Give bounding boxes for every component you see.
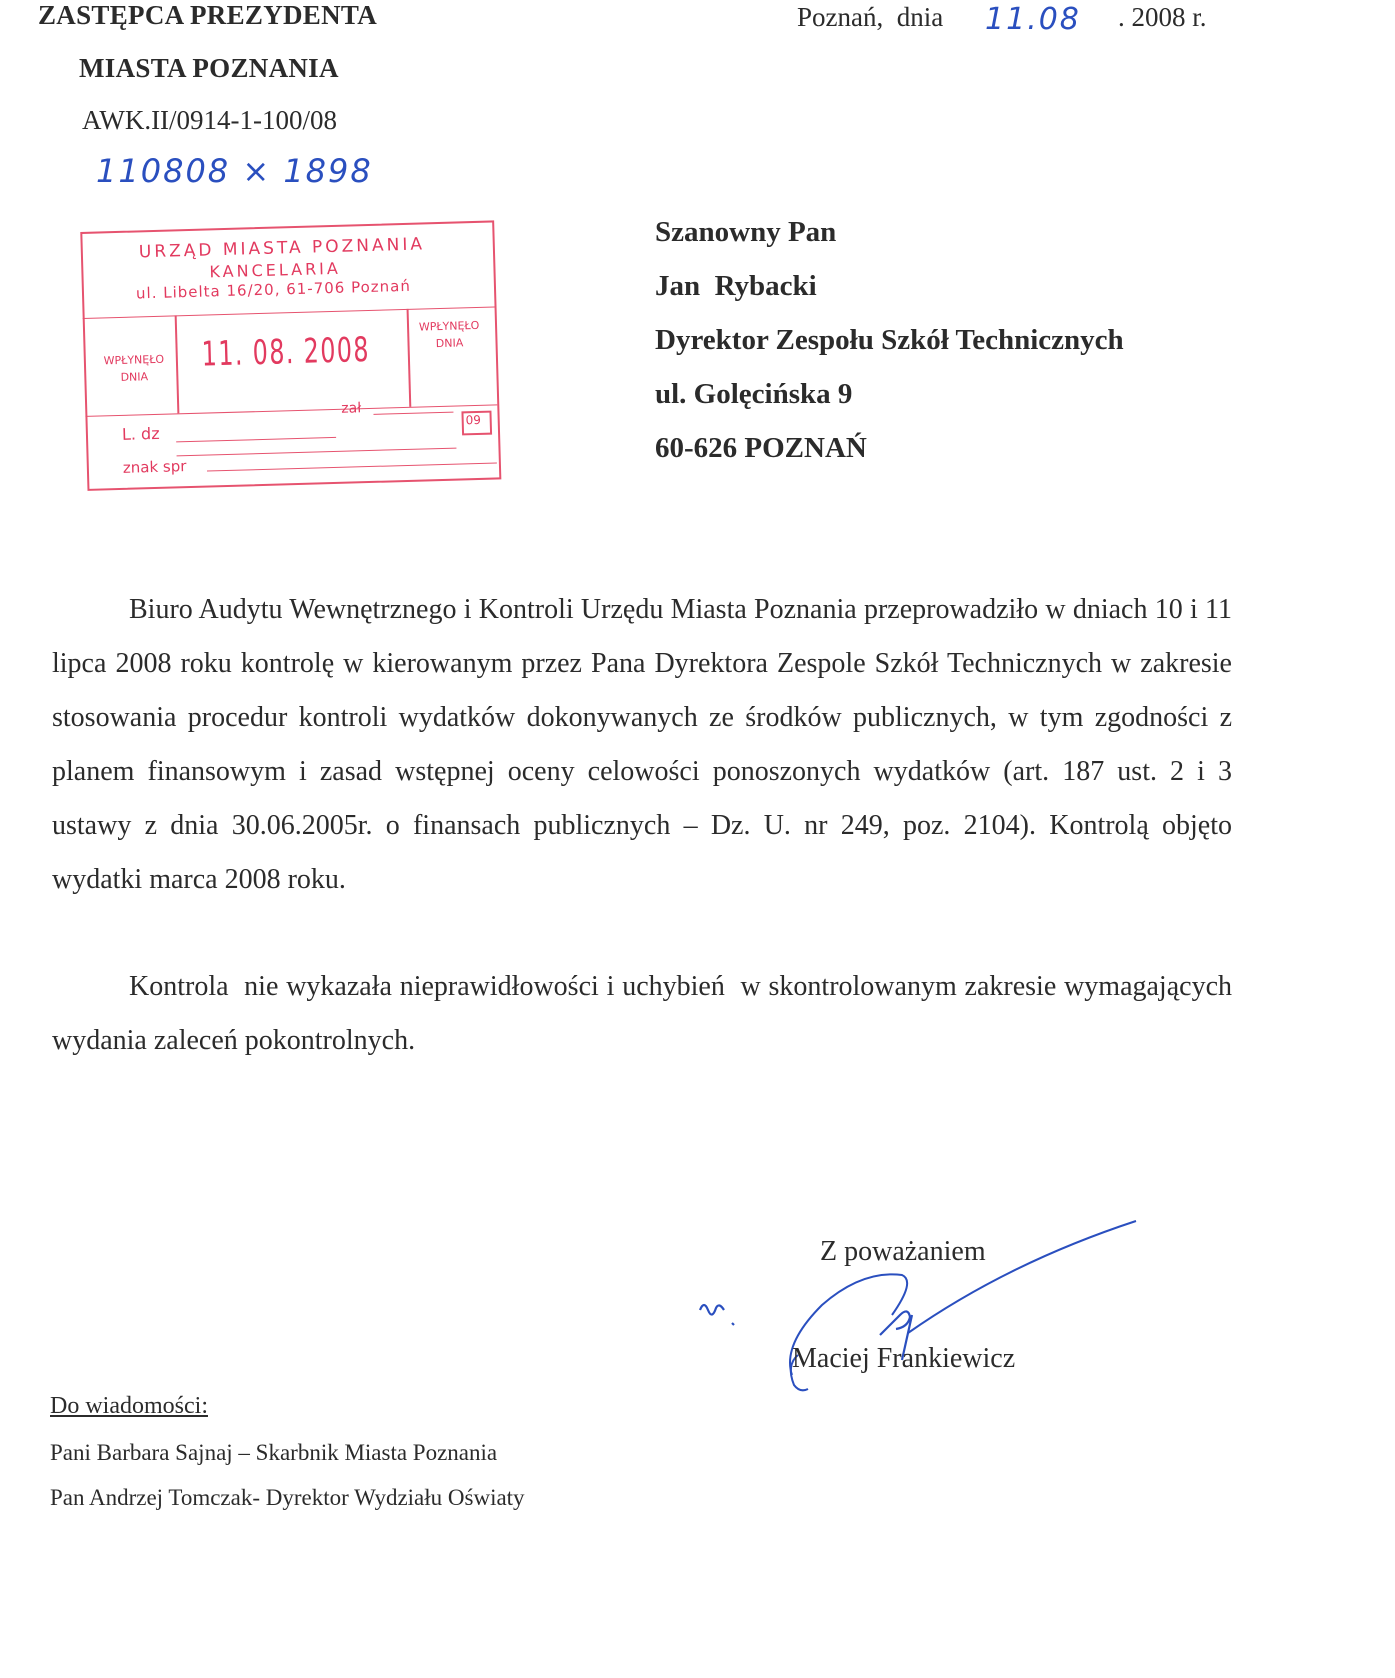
recipient-title: Dyrektor Zespołu Szkół Technicznych (655, 324, 1124, 356)
registry-stamp (80, 210, 501, 489)
stamp-day-right: DNIA (435, 336, 464, 351)
stamp-date: 11. 08. 2008 (201, 329, 371, 375)
signature-tail-stroke (908, 1221, 1136, 1333)
signatory-name: Maciej Frankiewicz (792, 1343, 1016, 1374)
cc-recipient: Pan Andrzej Tomczak- Dyrektor Wydziału Oświaty (50, 1485, 525, 1510)
stamp-department: KANCELARIA (209, 258, 342, 282)
date-year: . 2008 r. (1118, 2, 1207, 32)
cc-heading: Do wiadomości: (50, 1393, 208, 1419)
stamp-received-left: WPŁYNĘŁO (103, 352, 165, 368)
stamp-received-right: WPŁYNĘŁO (418, 318, 480, 334)
recipient-city: 60-626 POZNAŃ (655, 432, 867, 464)
body-paragraph-1: Biuro Audytu Wewnętrznego i Kontroli Urzędu Miasta Poznania przeprowadziło w dniach 10 i 11 lipca 2008 roku kontrolę w kierowanym przez Pana Dyrektora Zespole Szkół Technicznych w zakresie stosowania procedur kontroli wydatków dokonywanych ze środków publicznych, w tym zgodności z planem finansowym i zasad wstępnej oceny celowości ponoszonych wydatków (art. 187 ust. 2 i 3 ustawy z dnia 30.06.2005r. o finansach publicznych – Dz. U. nr 249, poz. 2104). Kontrolą objęto wydatki marca 2008 roku. (52, 594, 1232, 895)
stamp-ldz-label: L. dz (121, 423, 160, 444)
recipient-salutation: Szanowny Pan (655, 216, 837, 248)
stamp-day-left: DNIA (120, 370, 149, 384)
stamp-zal-label: zał (341, 400, 362, 417)
stamp-number: 09 (465, 412, 482, 428)
place-date-label: Poznań, dnia (797, 2, 944, 32)
office-title-line1: ZASTĘPCA PREZYDENTA (38, 0, 378, 30)
cc-recipient: Pani Barbara Sajnaj – Skarbnik Miasta Poznania (50, 1440, 498, 1465)
handwritten-registry-number: 110808 × 1898 (96, 152, 373, 190)
stamp-znak-label: znak spr (122, 457, 187, 477)
signature-initial-stroke (700, 1305, 734, 1325)
body-paragraph-2: Kontrola nie wykazała nieprawidłowości i uchybień w skontrolowanym zakresie wymagających wydania zaleceń pokontrolnych. (52, 971, 1239, 1056)
office-title-line2: MIASTA POZNANIA (79, 53, 339, 83)
reference-number: AWK.II/0914-1-100/08 (82, 105, 338, 135)
recipient-street: ul. Golęcińska 9 (655, 378, 853, 410)
stamp-office-name: URZĄD MIASTA POZNANIA (138, 234, 426, 263)
recipient-name: Jan Rybacki (655, 270, 817, 302)
handwritten-date: 11.08 (985, 2, 1081, 37)
stamp-address: ul. Libelta 16/20, 61-706 Poznań (135, 276, 412, 303)
closing-phrase: Z poważaniem (820, 1236, 986, 1267)
